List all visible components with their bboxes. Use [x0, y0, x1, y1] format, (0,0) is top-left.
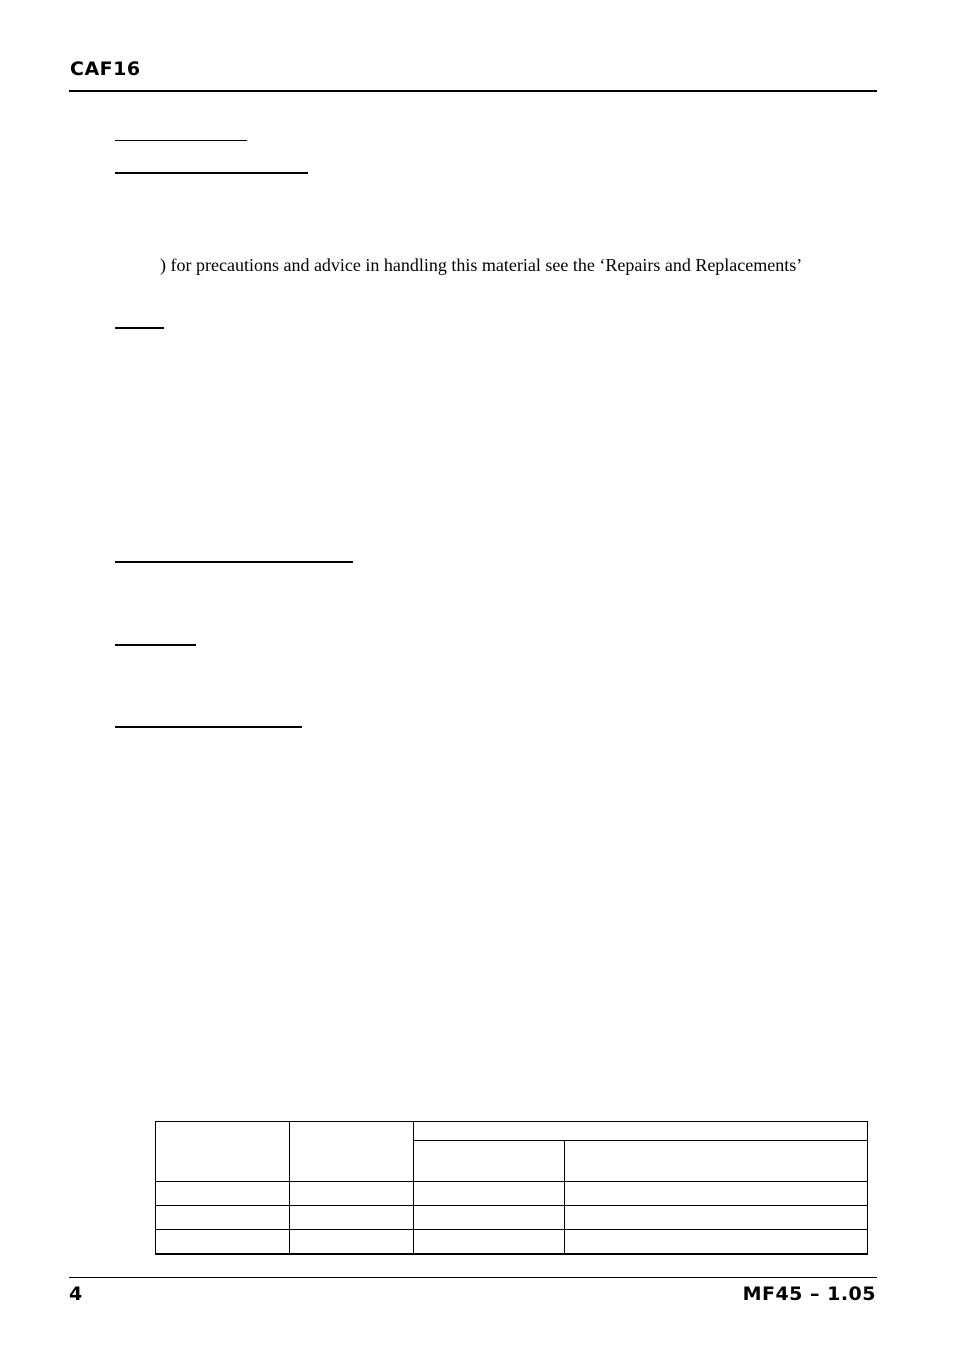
- document-code: MF45 – 1.05: [742, 1283, 876, 1305]
- table-cell: [290, 1182, 414, 1206]
- heading-underline-2: [115, 172, 308, 174]
- table-header-cell-2: [290, 1122, 414, 1182]
- table-cell: [414, 1230, 565, 1254]
- table-cell: [565, 1182, 868, 1206]
- table-cell: [290, 1230, 414, 1254]
- heading-underline-1: [115, 140, 247, 141]
- table-header-group-cell: [414, 1122, 868, 1141]
- table-cell: [156, 1206, 290, 1230]
- table-row: [156, 1206, 868, 1230]
- heading-underline-5: [115, 644, 196, 646]
- table-header-cell-1: [156, 1122, 290, 1182]
- table-cell: [565, 1230, 868, 1254]
- footer-rule: [69, 1277, 877, 1278]
- heading-underline-6: [115, 726, 302, 728]
- table-header-row-top: [156, 1122, 868, 1141]
- table-cell: [156, 1182, 290, 1206]
- table-cell: [414, 1182, 565, 1206]
- header-rule: [69, 90, 877, 92]
- table-header-subcell-2: [565, 1141, 868, 1182]
- table-header-subcell-1: [414, 1141, 565, 1182]
- page-number: 4: [69, 1283, 83, 1305]
- table-cell: [290, 1206, 414, 1230]
- body-paragraph-line: ) for precautions and advice in handling this material see the ‘Repairs and Replacements’: [160, 255, 803, 275]
- header-title: CAF16: [70, 58, 141, 80]
- table-cell: [414, 1206, 565, 1230]
- table-row: [156, 1230, 868, 1254]
- heading-underline-4: [115, 561, 353, 563]
- heading-underline-3: [115, 327, 164, 329]
- table-cell: [565, 1206, 868, 1230]
- data-table: [155, 1121, 868, 1255]
- table-row: [156, 1182, 868, 1206]
- table-cell: [156, 1230, 290, 1254]
